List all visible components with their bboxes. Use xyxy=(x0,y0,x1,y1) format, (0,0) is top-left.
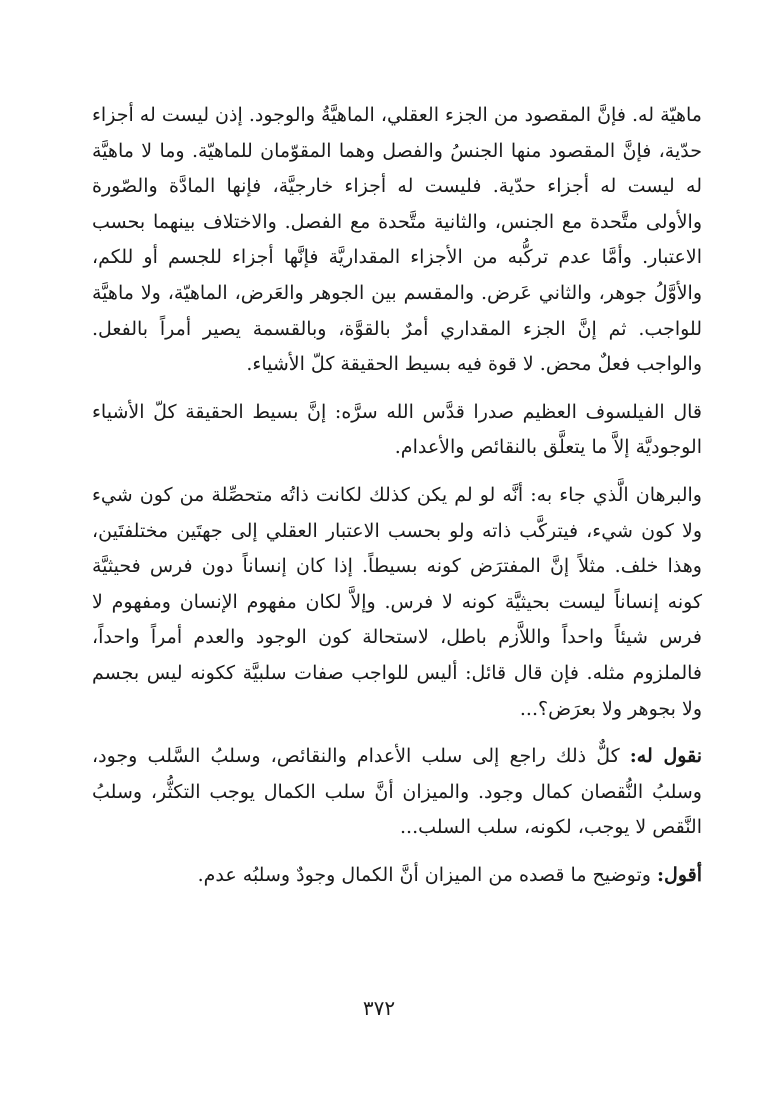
paragraph-4 xyxy=(92,739,702,846)
paragraph-5-text: وتوضيح ما قصده من الميزان أنَّ الكمال وجودٌ وسلبُه عدم. xyxy=(197,863,657,886)
paragraph-4-text: كلٌّ ذلك راجع إلى سلب الأعدام والنقائص، وسلبُ السَّلب وجود، وسلبُ النُّقصان كمال وجود. والميزان أنَّ سلب الكمال يوجب التكثُّر، وسلبُ النَّقص لا يوجب، لكونه، سلب السلب... xyxy=(92,745,702,839)
paragraph-2-text: قال الفيلسوف العظيم صدرا قدَّس الله سرَّه: إنَّ بسيط الحقيقة كلّ الأشياء الوجوديَّة إلاَّ ما يتعلَّق بالنقائص والأعدام. xyxy=(92,400,702,459)
page-number: ٣٧٢ xyxy=(362,996,396,1020)
paragraph-1 xyxy=(92,98,702,383)
paragraph-3-text: والبرهان الَّذي جاء به: أنَّه لو لم يكن كذلك لكانت ذاتُه متحصِّلة من كون شيء ولا كون شيء، فيتركَّب ذاته ولو بحسب الاعتبار العقلي إلى جهتَين مختلفتَين، وهذا خلف. مثلاً إنَّ المفترَض كونه بسيطاً. إذا كان إنساناً دون فرس فحيثيَّة كونه إنساناً ليست بحيثيَّة كونه لا فرس. وإلاَّ لكان مفهوم الإنسان ومفهوم لا فرس شيئاً واحداً واللاَّزم باطل، لاستحالة كون الوجود والعدم أمراً واحداً، فالملزوم مثله. فإن قال قائل: أليس للواجب صفات سلبيَّة ككونه ليس بجسم ولا بجوهر ولا بعرَض؟... xyxy=(92,483,702,720)
paragraph-1-text: ماهيّة له. فإنَّ المقصود من الجزء العقلي، الماهيَّةُ والوجود. إذن ليست له أجزاء حدّية، فإنَّ المقصود منها الجنسُ والفصل وهما المقوّمان للماهيّة. وما لا ماهيَّة له ليست له أجزاء حدّية. فليست له أجزاء خارجيَّة، فإنها المادَّة والصّورة والأولى متَّحدة مع الجنس، والثانية متَّحدة مع الفصل. والاختلاف بينهما بحسب الاعتبار. وأمَّا عدم تركُّبه من الأجزاء المقداريَّة فإنَّها أجزاء للجسم أو للكم، والأوَّلُ جوهر، والثاني عَرض. والمقسم بين الجوهر والعَرض، الماهيّة، ولا ماهيَّة للواجب. ثم إنَّ الجزء المقداري أمرٌ بالقوَّة، وبالقسمة يصير أمراً بالفعل. والواجب فعلٌ محض. لا قوة فيه بسيط الحقيقة كلّ الأشياء. xyxy=(92,104,702,376)
paragraph-3 xyxy=(92,478,702,727)
paragraph-4-lead: نقول له: xyxy=(629,745,702,768)
paragraph-5 xyxy=(92,858,702,894)
document-body xyxy=(92,98,702,893)
paragraph-2 xyxy=(92,395,702,466)
paragraph-5-lead: أقول: xyxy=(657,863,702,886)
